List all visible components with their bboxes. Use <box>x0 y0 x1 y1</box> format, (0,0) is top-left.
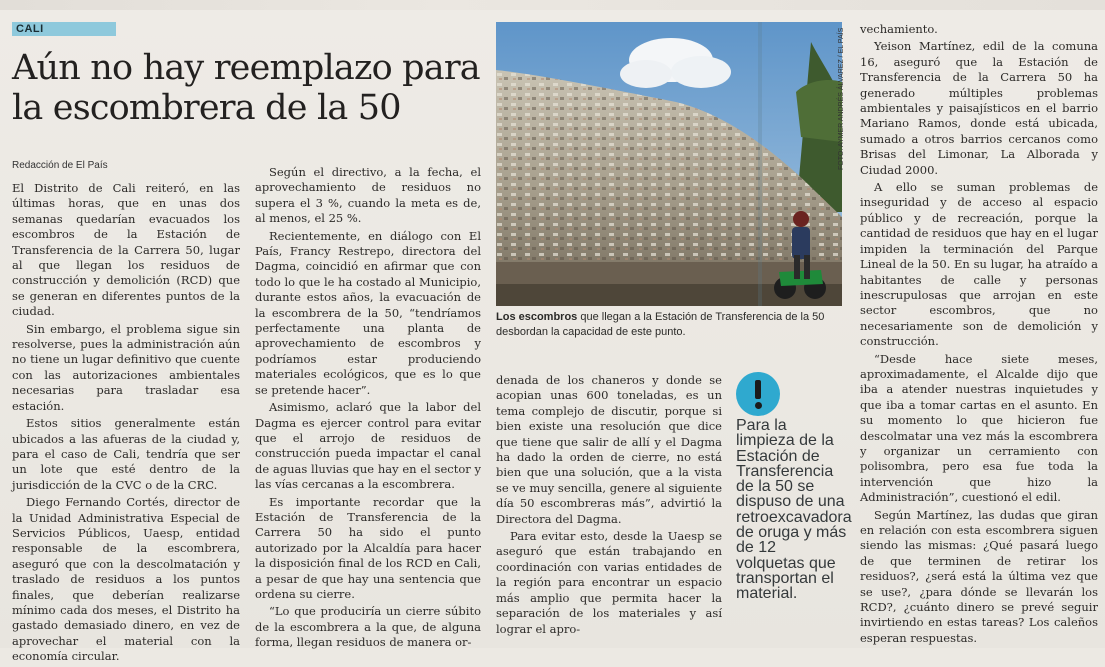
paragraph: Yeison Martínez, edil de la comuna 16, aseguró que la Estación de Transferencia de la Carrera 50 ha generado múltiples problemas ambientales y paisajísticos en el barrio Mariano Ramos, donde está ubicada, sumado a otros barrios cercanos como Brisas del Limonar, La Alborada y Ciudad 2000. <box>860 39 1098 177</box>
paragraph: Según Martínez, las dudas que giran en relación con esta escombrera siguen siendo las mismas: ¿Qué pasará luego de que terminen de retirar los residuos?, ¿será está la última vez que se use?, ¿para dónde se llevarán los RCD?, ¿cuánto dinero se prevé seguir invirtiendo en estas tareas? Los caleños esperan respuestas. <box>860 507 1098 645</box>
exclamation-icon <box>736 372 780 416</box>
paragraph: “Lo que produciría un cierre súbito de la escombrera a la que, de alguna forma, llegan residuos de manera or- <box>255 604 481 650</box>
section-label: CALI <box>12 22 116 36</box>
rubble-photo-illustration <box>496 22 842 306</box>
rubble-photo <box>496 22 842 306</box>
paragraph: Según el directivo, a la fecha, el aprovechamiento de residuos no supera el 3 %, cuando la meta es de, al menos, el 25 %. <box>255 165 481 226</box>
headline: Aún no hay reemplazo para la escombrera de la 50 <box>12 48 480 128</box>
caption-text: que llegan a la Estación de Transferencia de la 50 desbordan la capacidad de este punto. <box>496 311 825 338</box>
paragraph: El Distrito de Cali reiteró, en las últimas horas, que en unas dos semanas quedarían evacuados los escombros de la Estación de Transferencia de la Carrera 50, lugar al que llegan los residuos de construcción y demolición (RCD) que se generan en diferentes puntos de la ciudad. <box>12 181 240 319</box>
paragraph: “Desde hace siete meses, aproximadamente, el Alcalde dijo que iba a atender nuestras inquietudes y que iba a tomar cartas en el asunto. En su momento lo que hicieron fue descolmatar una vez más la escombrera y organizar un cerramiento con polisombra, pero esa fue toda la intervención que hizo la Administración”, cuestionó el edil. <box>860 351 1098 505</box>
paragraph: Asimismo, aclaró que la labor del Dagma es ejercer control para evitar que el arrojo de residuos de construcción pueda impactar el canal de aguas lluvias que hay en el sector y las vías cercanas a la escombrera. <box>255 400 481 492</box>
photo-credit: FOTO: AYMER ANDRÉS ÁLVAREZ / EL PAÍS <box>838 27 845 170</box>
article-column-2 <box>255 165 481 653</box>
article-column-1 <box>12 181 240 667</box>
paragraph: A ello se suman problemas de inseguridad y de acceso al espacio público y de recreación, porque la cantidad de residuos que hay en el lugar impiden la terminación del Parque Lineal de la 50. En su lugar, ha atraído a habitantes de calle y personas inescrupulosas que arrojan en este sector escombros, que no necesariamente son de demolición y construcción. <box>860 180 1098 349</box>
exclamation-dot <box>755 402 762 409</box>
caption-lead: Los escombros <box>496 311 578 323</box>
byline: Redacción de El País <box>12 160 108 171</box>
paragraph: vechamiento. <box>860 22 938 36</box>
paragraph: Sin embargo, el problema sigue sin resolverse, pues la administración aún no tiene un lugar definitivo que cuente con las autorizaciones ambientales necesarias para trasladar esa estación. <box>12 321 240 413</box>
photo-caption <box>496 310 846 340</box>
exclamation-bar <box>755 380 761 399</box>
paragraph: Es importante recordar que la Estación de Transferencia de la Carrera 50 ha sido el punto autorizado por la Alcaldía para hacer la disposición final de los RCD en Cali, a pesar de que hay una sentencia que ordena su cierre. <box>255 494 481 601</box>
paragraph: Diego Fernando Cortés, director de la Unidad Administrativa Especial de Servicios Públicos, Uaesp, entidad responsable de la escombrera, aseguró que con la descolmatación y traslado de residuos a los puntos finales, que deberían realizarse mínimo cada dos meses, el Distrito ha gastado demasiado dinero, en vez de aprovechar el material con la economía circular. <box>12 495 240 664</box>
paragraph: Estos sitios generalmente están ubicados a las afueras de la ciudad y, para el caso de Cali, tendría que ser un lote que esté dentro de la jurisdicción de la CVC o de la CRC. <box>12 416 240 492</box>
pull-quote: Para la limpieza de la Estación de Transferencia de la 50 se dispuso de una retroexcavadora de oruga y más de 12 volquetas que transportan el material. <box>736 417 852 603</box>
previous-page-bleed <box>0 0 1105 10</box>
paragraph: Recientemente, en diálogo con El País, Francy Restrepo, directora del Dagma, coincidió en afirmar que con todo lo que le ha costado al Municipio, durante estos años, la evacuación de la escombrera de la 50, “tendríamos perfectamente una planta de aprovechamiento de escombros y podríamos estar produciendo materiales ecológicos, que es lo que se pretende hacer”. <box>255 228 481 397</box>
article-column-3 <box>496 373 722 639</box>
paragraph: denada de los chaneros y donde se acopian unas 600 toneladas, es un tema complejo de discutir, porque si bien existe una resolución que dice que tiene que salir de allí y el Dagma ha dado la orden de cierre, no está bien que una solución, que a la vista se ve muy sencilla, genere al siguiente día 50 escombreras más”, advirtió la Directora del Dagma. <box>496 373 722 526</box>
paragraph: Para evitar esto, desde la Uaesp se aseguró que están trabajando en coordinación con varias entidades de la región para encontrar un espacio más amplio que permita hacer la separación de los materiales y así lograr el apro- <box>496 529 722 636</box>
article-column-4 <box>860 22 1098 648</box>
